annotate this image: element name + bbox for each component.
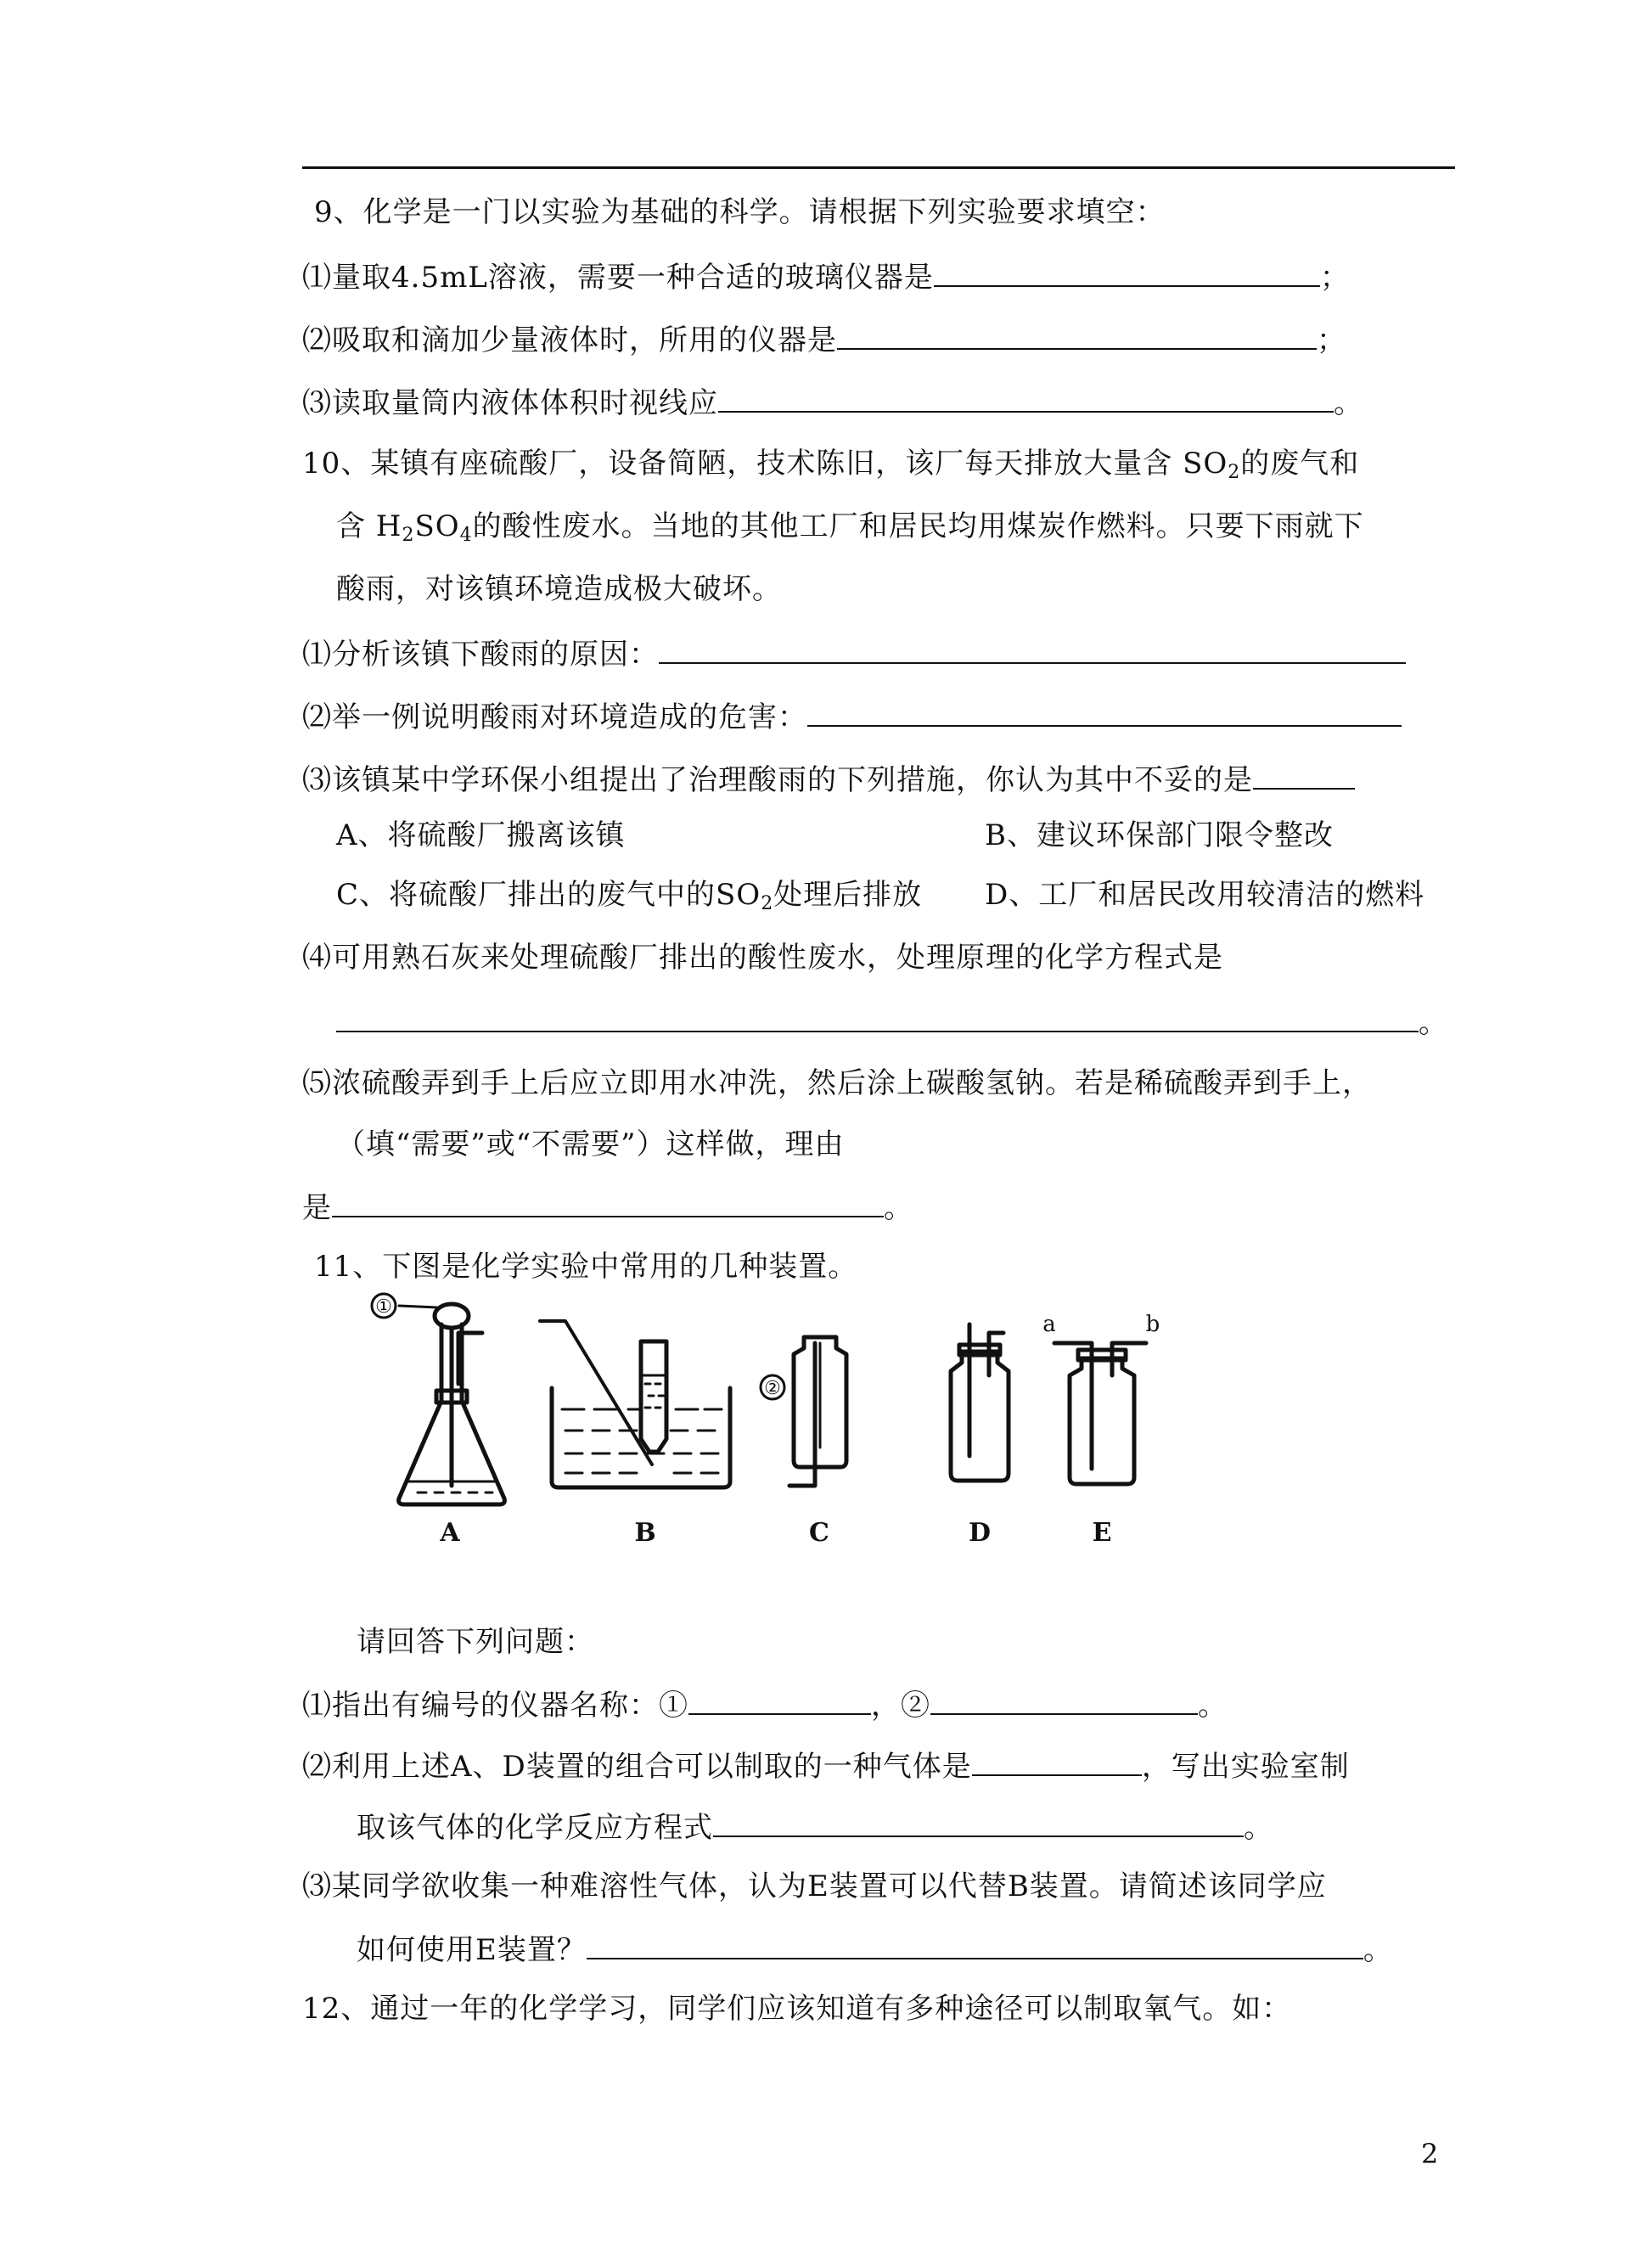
q10-part5-line3: 是 。 bbox=[302, 1187, 913, 1227]
q10-part4: ⑷可用熟石灰来处理硫酸厂排出的酸性废水，处理原理的化学方程式是 bbox=[302, 941, 1223, 975]
q9-part1-blank[interactable] bbox=[934, 256, 1320, 287]
q10-option-c: C、将硫酸厂排出的废气中的$SO_2$处理后排放 bbox=[336, 878, 923, 914]
apparatus-d bbox=[951, 1324, 1009, 1481]
apparatus-c bbox=[789, 1337, 846, 1486]
apparatus-b bbox=[540, 1321, 730, 1487]
label-d: D bbox=[968, 1518, 992, 1545]
q10-part5-line2: （填“需要”或“不需要”）这样做，理由 bbox=[336, 1127, 845, 1161]
q11-part2-blank1[interactable] bbox=[972, 1746, 1142, 1776]
q11-part2-line2: 取该气体的化学反应方程式 。 bbox=[357, 1807, 1273, 1847]
q10-part4-answer: 。 bbox=[336, 1002, 1448, 1042]
apparatus-e bbox=[1054, 1343, 1146, 1484]
q9-part3: ⑶读取量筒内液体体积时视线应 。 bbox=[302, 382, 1363, 422]
q9-part2-blank[interactable] bbox=[837, 319, 1317, 350]
q10-option-a: A、将硫酸厂搬离该镇 bbox=[336, 818, 626, 852]
q10-part4-blank[interactable] bbox=[336, 1002, 1419, 1032]
q10-stem-line1: 10、某镇有座硫酸厂，设备简陋，技术陈旧，该厂每天排放大量含 $SO_2$的废气和 bbox=[302, 447, 1360, 483]
apparatus-a bbox=[399, 1304, 505, 1504]
q10-part2: ⑵举一例说明酸雨对环境造成的危害： bbox=[302, 696, 1402, 736]
marker-1: ① bbox=[375, 1296, 392, 1318]
apparatus-figure bbox=[365, 1290, 1316, 1545]
q11-part1-blank2[interactable] bbox=[930, 1684, 1198, 1715]
page-number: 2 bbox=[1421, 2138, 1439, 2170]
label-a: A bbox=[440, 1518, 460, 1545]
label-e: E bbox=[1092, 1518, 1112, 1545]
q9-part2: ⑵吸取和滴加少量液体时，所用的仪器是 ； bbox=[302, 319, 1346, 359]
q11-part2-line1: ⑵利用上述A、D装置的组合可以制取的一种气体是 ，写出实验室制 bbox=[302, 1746, 1350, 1785]
q10-part2-blank[interactable] bbox=[807, 696, 1402, 727]
q9-stem: 9、化学是一门以实验为基础的科学。请根据下列实验要求填空： bbox=[314, 195, 1166, 229]
label-c: C bbox=[809, 1518, 829, 1545]
q11-part2-blank2[interactable] bbox=[713, 1807, 1244, 1837]
q10-option-d: D、工厂和居民改用较清洁的燃料 bbox=[985, 878, 1425, 912]
q11-part1-blank1[interactable] bbox=[688, 1684, 871, 1715]
header-rule bbox=[302, 166, 1455, 169]
q11-prompt: 请回答下列问题： bbox=[357, 1625, 594, 1659]
q10-part1-blank[interactable] bbox=[659, 633, 1406, 664]
q10-stem-line2: 含 $H_2SO_4$的酸性废水。当地的其他工厂和居民均用煤炭作燃料。只要下雨就下 bbox=[336, 509, 1364, 546]
q10-stem-line3: 酸雨，对该镇环境造成极大破坏。 bbox=[336, 572, 782, 606]
port-b-label: b bbox=[1145, 1312, 1160, 1337]
q11-part1: ⑴指出有编号的仪器名称：① ，② 。 bbox=[302, 1684, 1228, 1724]
port-a-label: a bbox=[1042, 1312, 1056, 1337]
q10-part3: ⑶该镇某中学环保小组提出了治理酸雨的下列措施，你认为其中不妥的是 bbox=[302, 759, 1355, 799]
q9-part3-blank[interactable] bbox=[718, 382, 1334, 413]
q10-option-b: B、建议环保部门限令整改 bbox=[985, 818, 1334, 852]
q10-part3-blank[interactable] bbox=[1253, 759, 1355, 790]
q11-part3-blank[interactable] bbox=[587, 1929, 1363, 1959]
q10-part1: ⑴分析该镇下酸雨的原因： bbox=[302, 633, 1406, 673]
q11-part3-line1: ⑶某同学欲收集一种难溶性气体，认为E装置可以代替B装置。请简述该同学应 bbox=[302, 1869, 1327, 1903]
q11-part3-line2: 如何使用E装置？ 。 bbox=[357, 1929, 1393, 1969]
marker-2: ② bbox=[764, 1378, 781, 1399]
q11-stem: 11、下图是化学实验中常用的几种装置。 bbox=[314, 1250, 858, 1284]
q10-part5-blank[interactable] bbox=[332, 1187, 884, 1217]
label-b: B bbox=[634, 1518, 656, 1545]
q9-part1: ⑴量取4.5mL溶液，需要一种合适的玻璃仪器是 ； bbox=[302, 256, 1350, 296]
q12-stem: 12、通过一年的化学学习，同学们应该知道有多种途径可以制取氧气。如： bbox=[302, 1992, 1292, 2026]
q10-part5-line1: ⑸浓硫酸弄到手上后应立即用水冲洗，然后涂上碳酸氢钠。若是稀硫酸弄到手上， bbox=[302, 1066, 1372, 1100]
